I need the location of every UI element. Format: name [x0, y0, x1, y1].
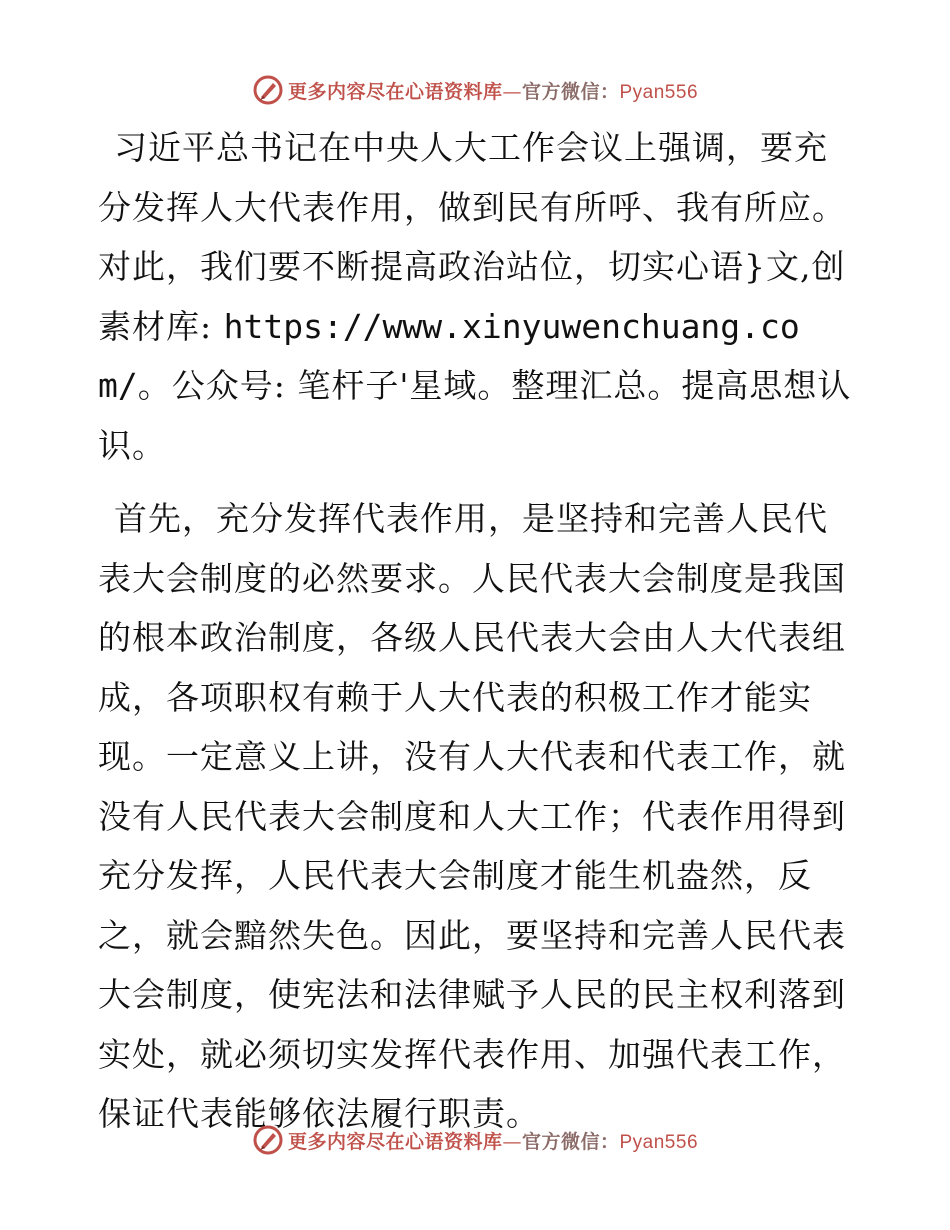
paragraph-2: 首先，充分发挥代表作用，是坚持和完善人民代表大会制度的必然要求。人民代表大会制度是我国的根本政治制度，各级人民代表大会由人大代表组成，各项职权有赖于人大代表的积极工作才能实现。一定意义上讲，没有人大代表和代表工作，就没有人民代表大会制度和人大工作；代表作用得到充分发挥，人民代表大会制度才能生机盎然，反之，就会黯然失色。因此，要坚持和完善人民代表大会制度，使宪法和法律赋予人民的民主权利落到实处，就必须切实发挥代表作用、加强代表工作，保证代表能够依法履行职责。 [98, 499, 846, 1133]
paragraph-1: 习近平总书记在中央人大工作会议上强调，要充分发挥人大代表作用，做到民有所呼、我有所应。对此，我们要不断提高政治站位，切实心语}文,创素材库: https://www.xinyuwenchuang.com/。公众号: 笔杆子'星域。整理汇总。提高思想认识。 [98, 128, 852, 465]
watermark-text: 更多内容尽在心语资料库—官方微信：Pyan556 [287, 80, 699, 103]
header-watermark [0, 70, 950, 110]
pen-seal-logo-icon [252, 1124, 284, 1156]
document-body [98, 118, 858, 1158]
footer-watermark [0, 1120, 950, 1160]
watermark-text: 更多内容尽在心语资料库—官方微信：Pyan556 [287, 1130, 699, 1153]
source-url: https://www.xinyuwenchuang.com/ [98, 306, 800, 405]
pen-seal-logo-icon [252, 74, 284, 106]
